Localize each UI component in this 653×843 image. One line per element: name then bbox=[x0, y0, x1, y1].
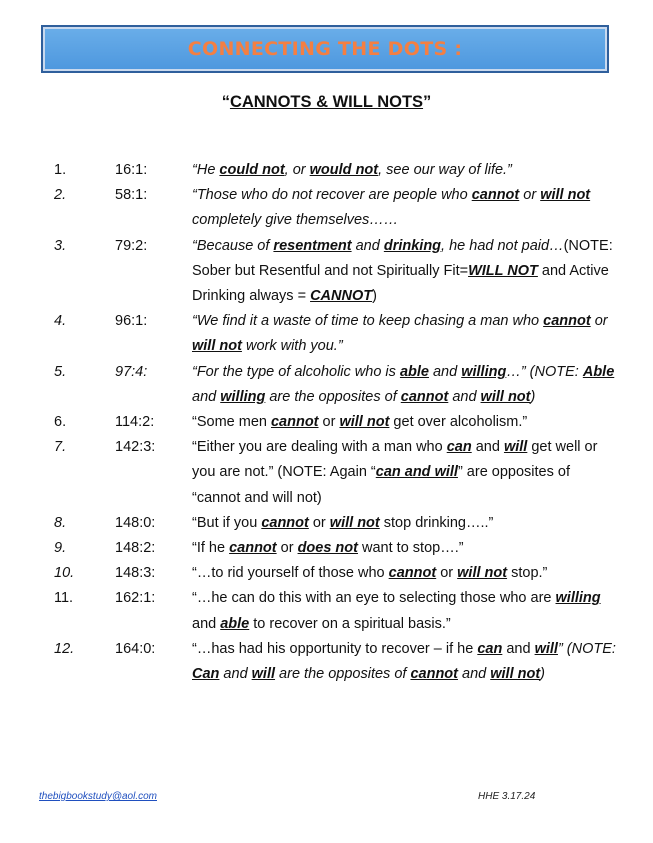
quote-segment: ” are opposites of “cannot and will not) bbox=[192, 464, 570, 506]
page-reference: 79:2: bbox=[115, 237, 148, 254]
keyword: cannot bbox=[543, 313, 591, 330]
keyword: cannot bbox=[400, 388, 449, 405]
keyword: does not bbox=[297, 540, 358, 557]
keyword: will bbox=[534, 640, 558, 657]
page-reference: 142:3: bbox=[115, 439, 156, 456]
keyword: can and will bbox=[375, 464, 458, 481]
keyword: will not bbox=[480, 388, 531, 405]
page-reference: 148:2: bbox=[115, 540, 156, 557]
quote-segment: and bbox=[351, 237, 384, 254]
keyword: would not bbox=[309, 162, 379, 178]
quote-segment: stop.” bbox=[507, 565, 548, 582]
quote-segment: (NOTE: Sober but Resentful and not Spiritually Fit= bbox=[192, 237, 613, 279]
page-reference: 162:1: bbox=[115, 590, 156, 607]
keyword: will not bbox=[339, 414, 390, 431]
keyword: will bbox=[251, 666, 276, 683]
keyword: cannot bbox=[229, 540, 277, 557]
keyword: will not bbox=[457, 565, 508, 582]
keyword: will not bbox=[540, 187, 591, 204]
quote-segment: “Because of bbox=[192, 237, 274, 254]
quote-segment: “If he bbox=[192, 540, 230, 557]
quote-segment: get over alcoholism.” bbox=[389, 414, 528, 431]
quote-text bbox=[192, 183, 617, 233]
quote-segment: completely give themselves…… bbox=[192, 212, 399, 229]
list-item bbox=[0, 435, 653, 511]
subtitle-close-quote: ” bbox=[423, 93, 432, 111]
banner-title: CONNECTING THE DOTS : bbox=[187, 38, 463, 60]
quote-segment: or bbox=[308, 514, 330, 531]
keyword: able bbox=[399, 363, 429, 380]
keyword: will not bbox=[490, 666, 541, 683]
quote-segment: “Some men bbox=[192, 414, 271, 431]
quote-segment: get well or you are not.” (NOTE: Again “ bbox=[192, 439, 598, 481]
quote-segment: , see our way of life.” bbox=[378, 162, 512, 178]
list-item bbox=[0, 511, 653, 536]
quote-segment: are the opposites of bbox=[275, 666, 411, 683]
keyword: will bbox=[503, 439, 528, 456]
list-item bbox=[0, 309, 653, 359]
keyword: WILL NOT bbox=[468, 262, 538, 279]
subtitle-open-quote: “ bbox=[221, 93, 230, 111]
item-number: 6. bbox=[54, 414, 67, 431]
keyword: could not bbox=[219, 162, 285, 178]
quote-list bbox=[0, 158, 653, 687]
quote-segment: “ bbox=[192, 162, 197, 178]
keyword: able bbox=[220, 615, 250, 632]
quote-segment: “We find it a waste of time to keep chasing a man who bbox=[192, 313, 544, 330]
quote-text bbox=[192, 234, 617, 310]
quote-text bbox=[192, 637, 617, 687]
list-item bbox=[0, 536, 653, 561]
quote-segment: work with you.” bbox=[241, 338, 343, 355]
page-reference: 148:3: bbox=[115, 565, 156, 582]
keyword: willing bbox=[461, 363, 507, 380]
keyword: Able bbox=[582, 363, 615, 380]
keyword: resentment bbox=[273, 237, 352, 254]
list-item bbox=[0, 158, 653, 183]
list-item bbox=[0, 637, 653, 687]
quote-segment: “Either you are dealing with a man who bbox=[192, 439, 447, 456]
subtitle bbox=[0, 93, 653, 112]
quote-segment: and bbox=[502, 640, 535, 657]
quote-text bbox=[192, 536, 617, 561]
item-number: 8. bbox=[54, 514, 67, 531]
quote-segment: and Active Drinking always = bbox=[192, 262, 609, 305]
quote-segment: or bbox=[318, 414, 340, 431]
item-number: 1. bbox=[54, 162, 67, 178]
quote-segment: or bbox=[590, 313, 608, 330]
item-number: 5. bbox=[54, 363, 67, 380]
quote-segment: “Those who do not recover are people who bbox=[192, 187, 472, 204]
quote-segment: ) bbox=[372, 288, 377, 305]
item-number: 4. bbox=[54, 313, 67, 330]
title-banner bbox=[41, 25, 609, 73]
item-number: 12. bbox=[54, 640, 75, 657]
list-item bbox=[0, 410, 653, 435]
list-item bbox=[0, 586, 653, 636]
quote-segment: …” (NOTE: bbox=[506, 363, 583, 380]
quote-segment: , he had not paid… bbox=[441, 237, 564, 254]
keyword: will not bbox=[329, 514, 380, 531]
page-reference: 96:1: bbox=[115, 313, 148, 330]
quote-segment: stop drinking…..” bbox=[379, 514, 494, 531]
quote-segment: and bbox=[219, 666, 252, 683]
quote-segment: are the opposites of bbox=[265, 388, 401, 405]
quote-text bbox=[192, 435, 617, 511]
item-number: 3. bbox=[54, 237, 67, 254]
page-reference: 16:1: bbox=[115, 162, 148, 178]
item-number: 9. bbox=[54, 540, 67, 557]
quote-segment: ) bbox=[540, 666, 546, 683]
quote-segment: and bbox=[192, 615, 221, 632]
item-number: 11. bbox=[54, 590, 74, 607]
quote-segment: “But if you bbox=[192, 514, 262, 531]
quote-text bbox=[192, 561, 617, 586]
page-reference: 58:1: bbox=[115, 187, 148, 204]
quote-segment: to recover on a spiritual basis.” bbox=[249, 615, 451, 632]
keyword: cannot bbox=[471, 187, 520, 204]
quote-text bbox=[192, 360, 617, 410]
item-number: 7. bbox=[54, 439, 67, 456]
list-item bbox=[0, 234, 653, 310]
quote-text bbox=[192, 586, 617, 636]
keyword: willing bbox=[220, 388, 266, 405]
subtitle-text: CANNOTS & WILL NOTS bbox=[229, 93, 424, 111]
list-item bbox=[0, 561, 653, 586]
quote-text bbox=[192, 410, 617, 435]
keyword: CANNOT bbox=[310, 288, 373, 305]
quote-segment: ) bbox=[530, 388, 536, 405]
quote-segment: or bbox=[276, 540, 298, 557]
keyword: cannot bbox=[270, 414, 319, 431]
page-reference: 114:2: bbox=[115, 414, 155, 431]
item-number: 10. bbox=[54, 565, 75, 582]
quote-segment: “For the type of alcoholic who is bbox=[192, 363, 400, 380]
quote-segment: “…has had his opportunity to recover – if he bbox=[192, 640, 478, 657]
keyword: drinking bbox=[383, 237, 442, 254]
quote-segment: and bbox=[457, 666, 491, 683]
quote-segment: or bbox=[436, 565, 458, 582]
page-reference: 97:4: bbox=[115, 363, 148, 380]
quote-segment: ” (NOTE: bbox=[557, 640, 616, 657]
page-reference: 164:0: bbox=[115, 640, 156, 657]
quote-text bbox=[192, 511, 617, 536]
keyword: cannot bbox=[261, 514, 309, 531]
list-item bbox=[0, 183, 653, 233]
footer-email-link[interactable]: thebigbookstudy@aol.com bbox=[39, 791, 157, 802]
page-reference: 148:0: bbox=[115, 514, 156, 531]
quote-segment: and bbox=[448, 388, 481, 405]
quote-text bbox=[192, 158, 617, 183]
keyword: willing bbox=[555, 590, 601, 607]
quote-segment: and bbox=[428, 363, 462, 380]
footer-code: HHE 3.17.24 bbox=[478, 791, 536, 802]
keyword: Can bbox=[192, 666, 220, 683]
keyword: cannot bbox=[388, 565, 437, 582]
quote-segment: “…he can do this with an eye to selecting those who are bbox=[192, 590, 556, 607]
quote-segment: , or bbox=[284, 162, 310, 178]
quote-text bbox=[192, 309, 617, 359]
keyword: can bbox=[477, 640, 503, 657]
quote-segment: He bbox=[196, 162, 220, 178]
quote-segment: and bbox=[192, 388, 221, 405]
quote-segment: or bbox=[519, 187, 541, 204]
keyword: will not bbox=[192, 338, 242, 355]
quote-segment: want to stop….” bbox=[357, 540, 464, 557]
quote-segment: and bbox=[471, 439, 504, 456]
list-item bbox=[0, 360, 653, 410]
keyword: can bbox=[446, 439, 472, 456]
keyword: cannot bbox=[410, 666, 458, 683]
item-number: 2. bbox=[54, 187, 67, 204]
quote-segment: “…to rid yourself of those who bbox=[192, 565, 389, 582]
